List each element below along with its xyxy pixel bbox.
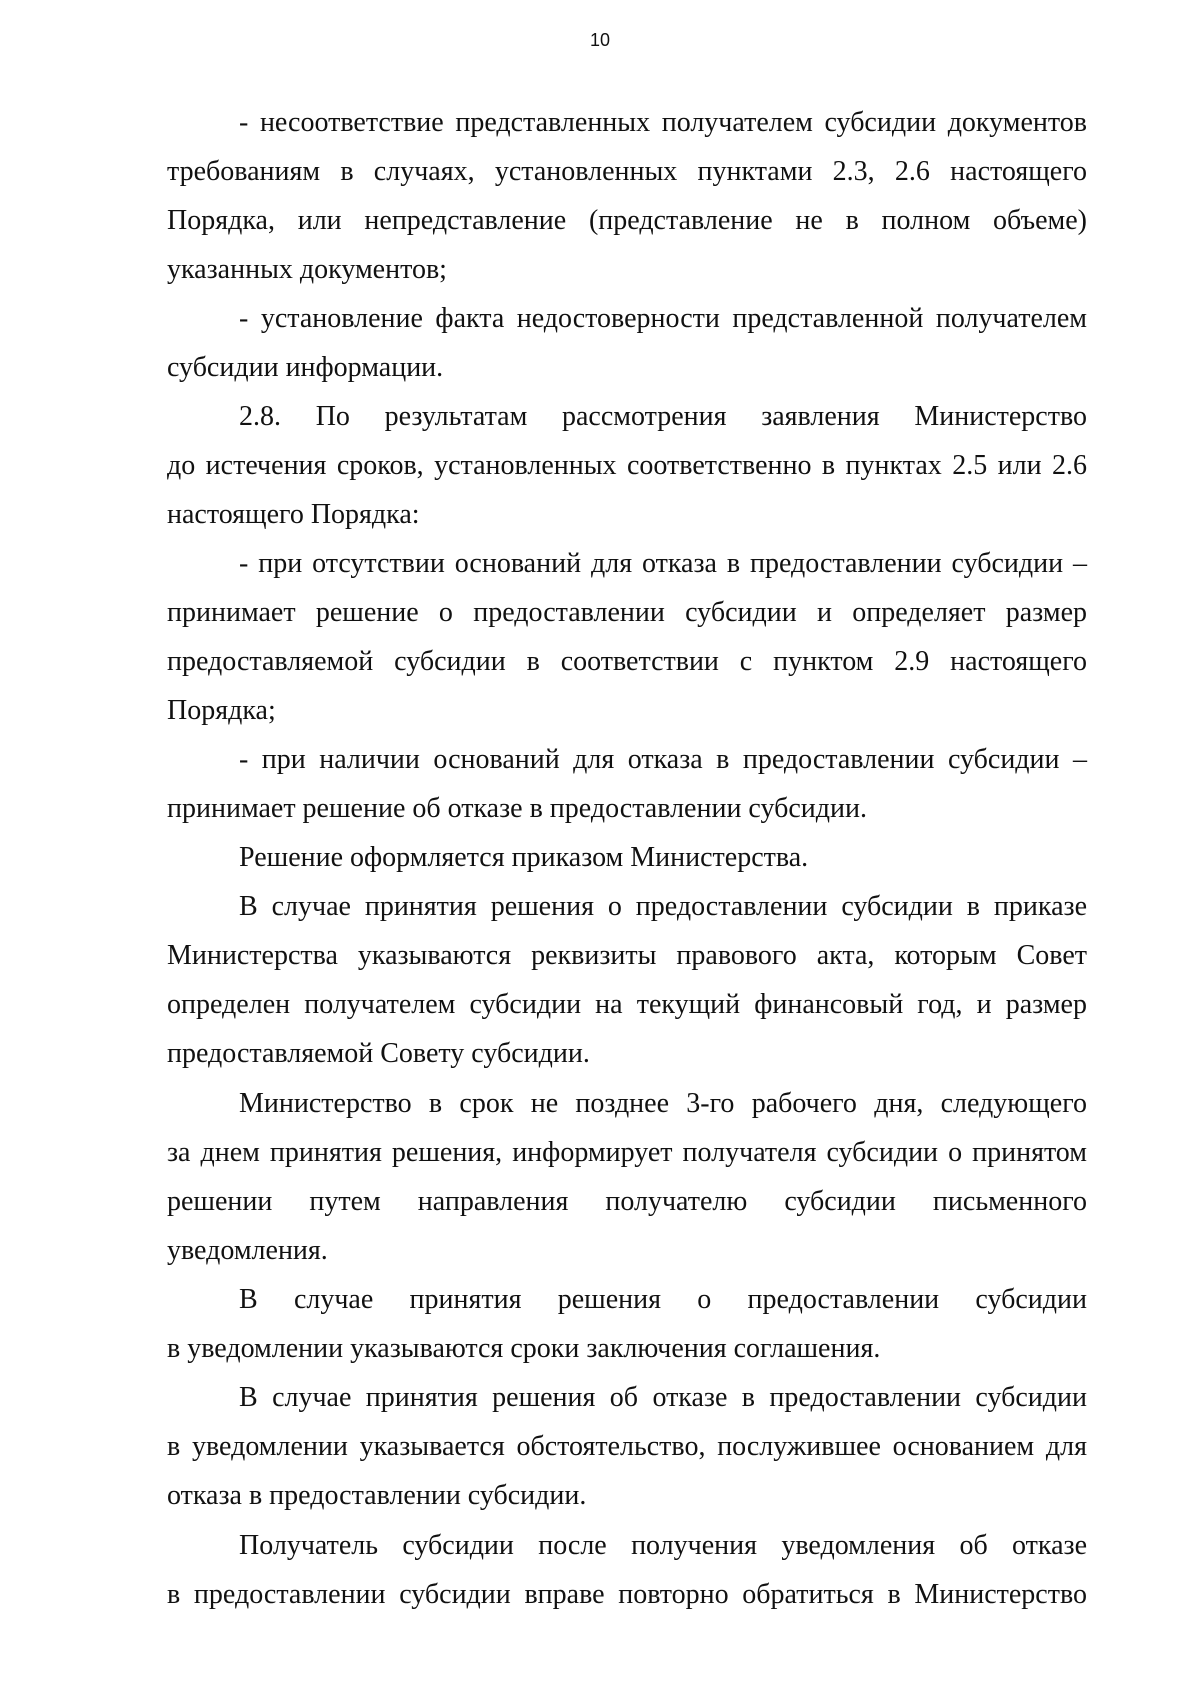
text-line: 2.8. По результатам рассмотрения заявления Министерство [239,401,1087,432]
text-line: предоставляемой субсидии в соответствии с пунктом 2.9 настоящего [167,646,1087,677]
text-line: предоставляемой Совету субсидии. [167,1038,590,1069]
text-line: Порядка, или непредставление (представление не в полном объеме) [167,205,1087,236]
text-line: - при наличии оснований для отказа в предоставлении субсидии – [239,744,1087,775]
paragraph [167,882,1087,1078]
text-line: субсидии информации. [167,352,444,383]
text-line: указанных документов; [167,254,447,285]
text-line: в уведомлении указывается обстоятельство, послужившее основанием для [167,1431,1087,1462]
document-body [167,98,1087,1619]
text-line: В случае принятия решения о предоставлении субсидии в приказе [239,891,1087,922]
text-line: - установление факта недостоверности представленной получателем [239,303,1087,334]
paragraph [167,392,1087,539]
paragraph [167,1373,1087,1520]
text-line: настоящего Порядка: [167,499,420,530]
text-line: - при отсутствии оснований для отказа в предоставлении субсидии – [239,548,1087,579]
text-line: принимает решение о предоставлении субсидии и определяет размер [167,597,1087,628]
paragraph [167,1079,1087,1275]
text-line: В случае принятия решения о предоставлении субсидии [239,1284,1087,1315]
paragraph [167,833,1087,882]
text-line: Решение оформляется приказом Министерства. [239,842,809,873]
paragraph [167,98,1087,294]
text-line: в предоставлении субсидии вправе повторно обратиться в Министерство [167,1579,1087,1610]
paragraph [167,1521,1087,1619]
text-line: за днем принятия решения, информирует получателя субсидии о принятом [167,1137,1087,1168]
text-line: определен получателем субсидии на текущий финансовый год, и размер [167,989,1087,1020]
text-line: до истечения сроков, установленных соответственно в пунктах 2.5 или 2.6 [167,450,1087,481]
paragraph [167,735,1087,833]
text-line: - несоответствие представленных получателем субсидии документов [239,107,1087,138]
text-line: решении путем направления получателю субсидии письменного [167,1186,1087,1217]
text-line: уведомления. [167,1235,328,1266]
text-line: Порядка; [167,695,276,726]
paragraph [167,294,1087,392]
paragraph [167,1275,1087,1373]
text-line: Получатель субсидии после получения уведомления об отказе [239,1530,1087,1561]
text-line: В случае принятия решения об отказе в предоставлении субсидии [239,1382,1087,1413]
text-line: требованиям в случаях, установленных пунктами 2.3, 2.6 настоящего [167,156,1087,187]
text-line: принимает решение об отказе в предоставлении субсидии. [167,793,867,824]
paragraph [167,539,1087,735]
text-line: Министерства указываются реквизиты правового акта, которым Совет [167,940,1087,971]
text-line: Министерство в срок не позднее 3-го рабочего дня, следующего [239,1088,1087,1119]
page-number: 10 [589,30,611,50]
text-line: в уведомлении указываются сроки заключения соглашения. [167,1333,881,1364]
text-line: отказа в предоставлении субсидии. [167,1480,587,1511]
